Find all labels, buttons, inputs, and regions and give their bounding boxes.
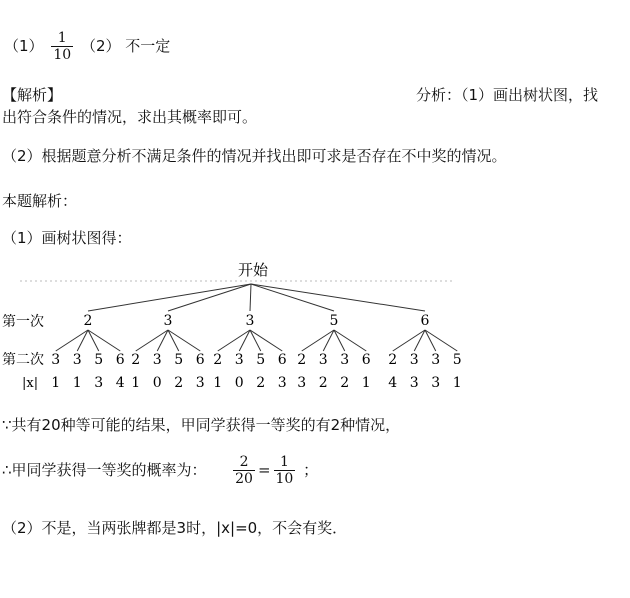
tree-second-draw-node: 6 — [195, 352, 205, 368]
tree-abs-value: 1 — [213, 375, 223, 391]
tree-second-draw-node: 3 — [152, 352, 162, 368]
tree-first-draw-node: 5 — [329, 313, 339, 329]
tree-abs-value: 1 — [452, 375, 462, 391]
tree-second-draw-node: 2 — [213, 352, 223, 368]
tree-branch-root — [251, 284, 425, 311]
tree-second-draw-node: 3 — [318, 352, 328, 368]
because-line: ∵共有20种等可能的结果，甲同学获得一等奖的有2种情况， — [2, 416, 401, 434]
tree-abs-value: 4 — [388, 375, 398, 391]
tree-second-draw-node: 3 — [409, 352, 419, 368]
tree-second-draw-node: 5 — [174, 352, 184, 368]
tree-abs-value: 3 — [431, 375, 441, 391]
therefore-line — [2, 454, 318, 487]
tree-abs-value: 2 — [174, 375, 184, 391]
probability-fraction-b — [274, 454, 296, 487]
tree-branch-root — [88, 284, 251, 311]
fraction-b-numerator: 1 — [279, 454, 289, 470]
tree-abs-value: 1 — [131, 375, 141, 391]
tree-abs-value: 0 — [234, 375, 244, 391]
analysis-line-3: （2）根据题意分析不满足条件的情况并找出即可求是否存在不中奖的情况。 — [2, 147, 507, 165]
tree-row2-label: 第二次 — [2, 352, 44, 368]
answer-fraction — [51, 30, 73, 63]
tree-second-draw-node: 6 — [277, 352, 287, 368]
tree-abs-value: 3 — [297, 375, 307, 391]
tree-abs-value: 2 — [256, 375, 266, 391]
tree-second-draw-node: 3 — [51, 352, 61, 368]
tree-abs-value: 1 — [51, 375, 61, 391]
tree-abs-value: 3 — [409, 375, 419, 391]
tree-second-draw-node: 2 — [131, 352, 141, 368]
analysis-line-2: 出符合条件的情况，求出其概率即可。 — [2, 108, 258, 126]
tree-second-draw-node: 5 — [94, 352, 104, 368]
tree-row3-label: |x| — [22, 376, 39, 391]
tree-second-draw-node: 5 — [256, 352, 266, 368]
solution-step-1: （1）画树状图得： — [2, 229, 132, 247]
tree-abs-value: 1 — [361, 375, 371, 391]
tree-abs-value: 3 — [195, 375, 205, 391]
tree-branch-root — [251, 284, 334, 311]
tree-second-draw-node: 6 — [361, 352, 371, 368]
tree-abs-value: 2 — [318, 375, 328, 391]
tree-first-draw-node: 3 — [245, 313, 255, 329]
answer-line — [4, 30, 170, 63]
tree-row1-label: 第一次 — [2, 314, 44, 330]
fraction-a-denominator: 20 — [235, 471, 253, 487]
tree-second-draw-node: 3 — [72, 352, 82, 368]
semicolon: ； — [303, 461, 319, 479]
fraction-a-numerator: 2 — [239, 454, 249, 470]
analysis-header: 【解析】 — [2, 86, 63, 104]
answer-part2-label: （2） — [80, 37, 121, 55]
tree-second-draw-node: 5 — [452, 352, 462, 368]
tree-first-draw-node: 3 — [163, 313, 173, 329]
tree-second-draw-node: 3 — [431, 352, 441, 368]
answer-fraction-denominator: 10 — [53, 47, 72, 63]
tree-second-draw-node: 3 — [340, 352, 350, 368]
solution-title: 本题解析： — [2, 192, 78, 210]
tree-branch-root — [168, 284, 251, 311]
tree-first-draw-node: 6 — [420, 313, 430, 329]
tree-second-draw-node: 2 — [297, 352, 307, 368]
tree-second-draw-node: 6 — [115, 352, 125, 368]
tree-second-draw-node: 3 — [234, 352, 244, 368]
therefore-prefix: ∴甲同学获得一等奖的概率为： — [2, 461, 207, 479]
probability-fraction-a — [233, 454, 255, 487]
tree-diagram — [0, 258, 630, 393]
tree-abs-value: 0 — [152, 375, 162, 391]
tree-abs-value: 3 — [277, 375, 287, 391]
tree-abs-value: 3 — [94, 375, 104, 391]
tree-branch-root — [250, 284, 251, 311]
analysis-right-text: 分析：（1）画出树状图，找 — [416, 86, 599, 104]
tree-first-draw-node: 2 — [83, 313, 93, 329]
fraction-b-denominator: 10 — [275, 471, 294, 487]
step-2-line: （2）不是，当两张牌都是3时，|x|=0，不会有奖． — [2, 519, 348, 537]
tree-abs-value: 1 — [72, 375, 82, 391]
answer-part2-text: 不一定 — [125, 37, 171, 55]
tree-root-label: 开始 — [237, 261, 269, 279]
tree-abs-value: 4 — [115, 375, 125, 391]
tree-content — [20, 281, 462, 391]
tree-second-draw-node: 2 — [388, 352, 398, 368]
answer-part1-label: （1） — [4, 37, 44, 55]
tree-abs-value: 2 — [340, 375, 350, 391]
answer-fraction-numerator: 1 — [57, 30, 67, 46]
equals-sign: = — [257, 461, 271, 479]
